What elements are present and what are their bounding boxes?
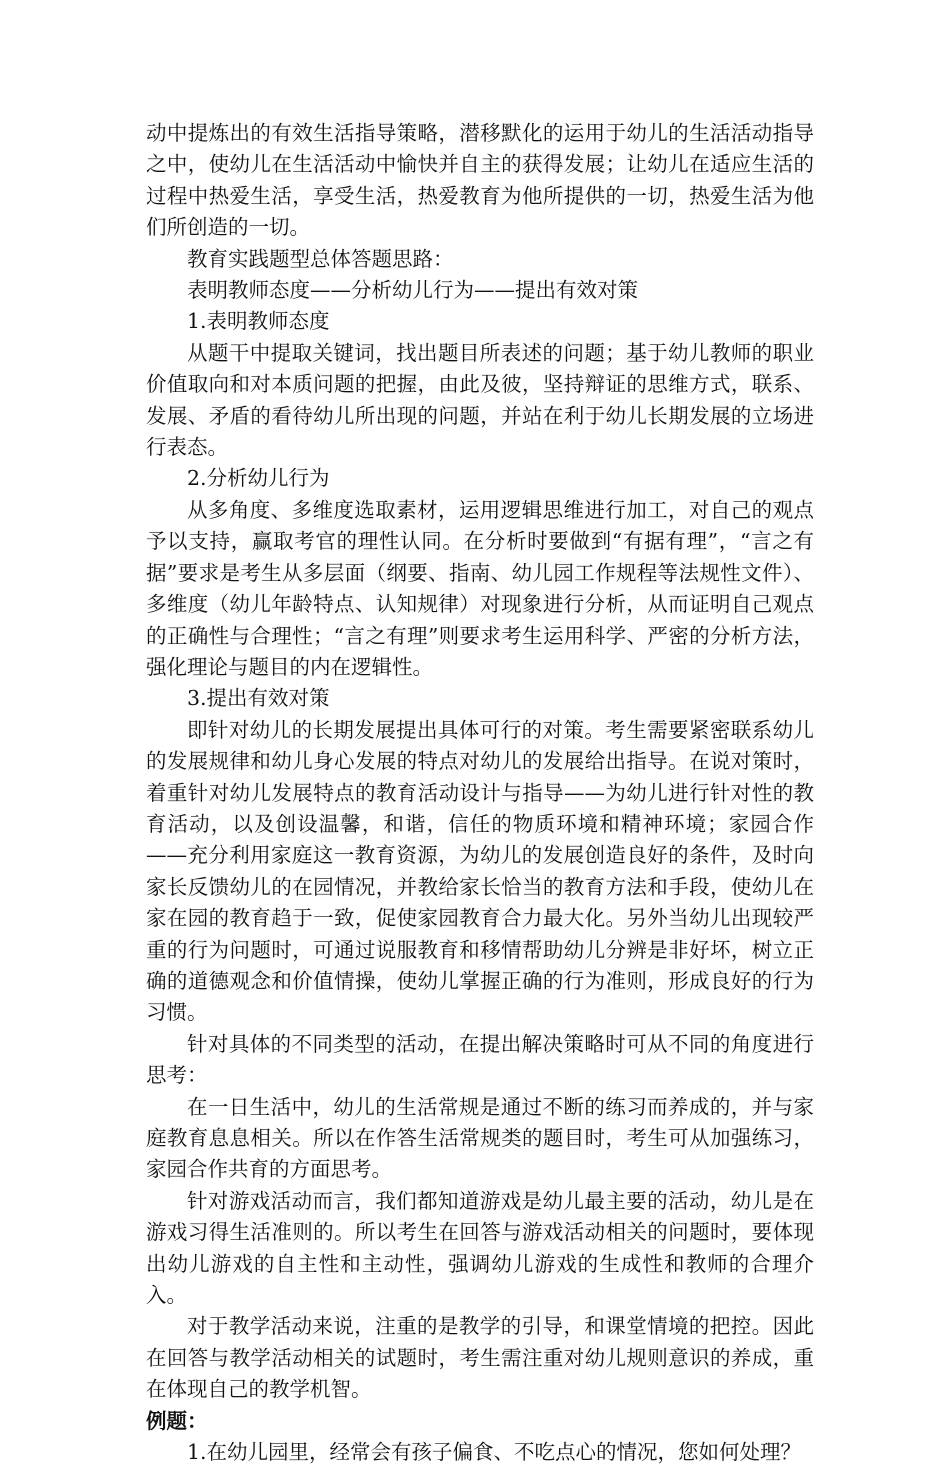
answer-approach-summary: 表明教师态度——分析幼儿行为——提出有效对策 [187,278,638,303]
game-activity-paragraph: 针对游戏活动而言，我们都知道游戏是幼儿最主要的活动，幼儿是在游戏习得生活准则的。所以考生在回答与游戏活动相关的问题时，要体现出幼儿游戏的自主性和主动性，强调幼儿游戏的生成性和教师的合理介入。 [146,1188,814,1308]
section-heading-1: 1.表明教师态度 [187,309,330,334]
answer-approach-heading: 教育实践题型总体答题思路： [187,246,454,271]
example-heading: 例题： [146,1408,208,1433]
section-heading-2: 2.分析幼儿行为 [187,466,330,491]
paragraph-1: 动中提炼出的有效生活指导策略，潜移默化的运用于幼儿的生活活动指导之中，使幼儿在生活活动中愉快并自主的获得发展；让幼儿在适应生活的过程中热爱生活，享受生活，热爱教育为他所提供的一切，热爱生活为他们所创造的一切。 [146,121,814,240]
document-page [146,118,814,1468]
section-paragraph-2: 从多角度、多维度选取素材，运用逻辑思维进行加工，对自己的观点予以支持，赢取考官的理性认同。在分析时要做到“有据有理”，“言之有据”要求是考生从多层面（纲要、指南、幼儿园工作规程等法规性文件）、多维度（幼儿年龄特点、认知规律）对现象进行分析，从而证明自己观点的正确性与合理性；“言之有理”则要求考生运用科学、严密的分析方法，强化理论与题目的内在逻辑性。 [146,497,814,679]
section-paragraph-3: 即针对幼儿的长期发展提出具体可行的对策。考生需要紧密联系幼儿的发展规律和幼儿身心发展的特点对幼儿的发展给出指导。在说对策时，着重针对幼儿发展特点的教育活动设计与指导——为幼儿进行针对性的教育活动，以及创设温馨，和谐，信任的物质环境和精神环境；家园合作——充分利用家庭这一教育资源，为幼儿的发展创造良好的条件，及时向家长反馈幼儿的在园情况，并教给家长恰当的教育方法和手段，使幼儿在家在园的教育趋于一致，促使家园教育合力最大化。另外当幼儿出现较严重的行为问题时，可通过说服教育和移情帮助幼儿分辨是非好坏，树立正确的道德观念和价值情操，使幼儿掌握正确的行为准则，形成良好的行为习惯。 [146,717,814,1025]
activity-types-intro: 针对具体的不同类型的活动，在提出解决策略时可从不同的角度进行思考： [146,1031,814,1088]
section-paragraph-1: 从题干中提取关键词，找出题目所表述的问题；基于幼儿教师的职业价值取向和对本质问题的把握，由此及彼，坚持辩证的思维方式，联系、发展、矛盾的看待幼儿所出现的问题，并站在利于幼儿长期发展的立场进行表态。 [146,340,814,460]
section-heading-3: 3.提出有效对策 [187,686,330,711]
daily-life-paragraph: 在一日生活中，幼儿的生活常规是通过不断的练习而养成的，并与家庭教育息息相关。所以在作答生活常规类的题目时，考生可从加强练习，家园合作共育的方面思考。 [146,1094,814,1182]
teaching-activity-paragraph: 对于教学活动来说，注重的是教学的引导，和课堂情境的把控。因此在回答与教学活动相关的试题时，考生需注重对幼儿规则意识的养成，重在体现自己的教学机智。 [146,1314,814,1402]
example-question-1: 1.在幼儿园里，经常会有孩子偏食、不吃点心的情况，您如何处理？ [187,1440,802,1465]
